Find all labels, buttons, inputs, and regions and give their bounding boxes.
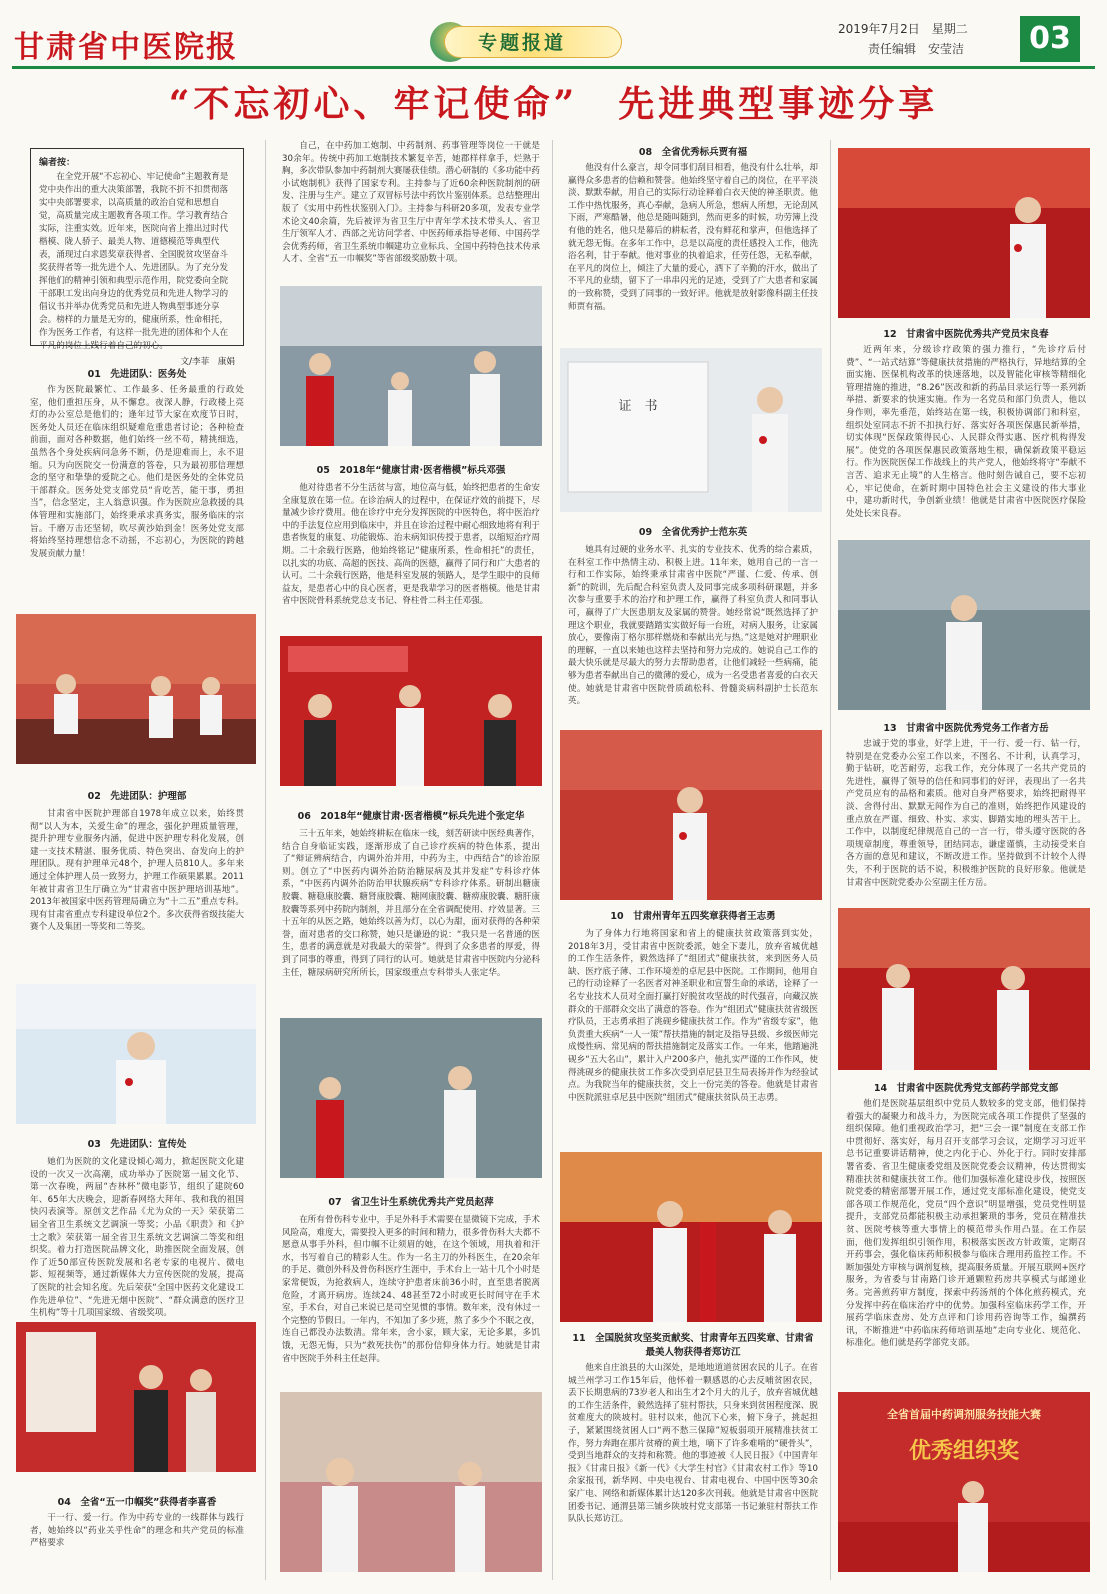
responsible-editor: 责任编辑 安莹洁 [868,42,965,56]
section-heading: 02 先进团队：护理部 [87,791,187,802]
column-divider [830,140,831,1580]
photo-medical-affairs-team [16,614,256,764]
header-rule [12,66,1095,69]
section-heading: 07 省卫生计生系统优秀共产党员赵萍 [328,1197,494,1208]
section-heading: 12 甘肃省中医院优秀共产党员宋良春 [883,329,1049,340]
section-heading: 05 2018年“健康甘肃·医者楷模”标兵邓强 [316,465,506,476]
certificate-title: 证 书 [618,399,658,414]
section-text: 甘肃省中医院护理部自1978年成立以来，始终贯彻“以人为本，关爱生命”的理念，强化护理质量管理，提升护理专业服务内涵，促进中医护理专科化发展，创建一支技术精湛、服务优质、特色突出、奋发向上的护理团队。现有护理单元48个，护理人员810人。多年来通过全体护理人员一致努力，护理工作硕果累累。2011年被甘肃省卫生厅确立为“甘肃省中医护理培训基地”。2013年被国家中医药管理局确立为“十二五”重点专科。现有甘肃省重点专科建设单位2个。多次获得省级技能大赛个人及集团一等奖和二等奖。 [30,809,244,933]
section-text: 在所有骨伤科专业中，手足外科手术需要在显微镜下完成，手术风险高，难度大，需要投入更多的时间和精力，很多骨伤科大夫都不愿意从事手外科，但巾帼不让须眉的她，在这个领域，用执着和汗水，书写着自己的精彩人生。作为一名主刀的外科医生，在20余年的手足、微创外科及骨伤科医疗生涯中，手术台上一站十几个小时是家常便饭，为抢救病人，连续守护患者床前36小时，直至患者脱离危险，才离开病房。连续24、48甚至72小时或更长时间守在手术室，手术台，对自己来说已是司空见惯的事情。数年来，没有休过一个完整的节假日。一年内，不知加了多少班，熬了多少个不眠之夜，连自己都没办法数清。常年来，舍小家，顾大家，无论多累，多饥饿，无怨无悔，只为“救死扶伤”的那份信仰身体力行。她就是甘肃省中医院手外科主任赵萍。 [282,1215,540,1364]
section-text: 近两年来，分级诊疗政策的强力推行，“先诊疗后付费”、“一站式结算”等健康扶贫措施的严格执行，异地结算的全面实施、医保机构改革的快速落地，以及智能化审核等精细化管理措施的推进，“8.26”医改和新的药品目录运行等一系列新举措、新要求的快速实施。作为一名党员和部门负责人，他以身作则，率先垂范，始终站在第一线，积极协调部门和科室，组织处室同志不折不扣执行好、落实好各项医保惠民新举措，切实体现“医保政策得民心、人民群众得实惠、医疗机构得发展”。使党的各项医保惠民政策落地生根，确保新政策平稳运行。作为医院医保工作战线上的共产党人，他始终将守“奉献不言苦、追求无止境”的人生格言。他时刻告诫自己，要不忘初心，牢记使命，在新时期中国特色社会主义建设的伟大事业中，建功新时代，争创新业绩！他就是甘肃省中医院医疗保险处处长宋良春。 [846,345,1086,519]
section-heading: 14 甘肃省中医院优秀党支部药学部党支部 [873,1083,1059,1094]
section-heading: 06 2018年“健康甘肃·医者楷模”标兵先进个张定华 [297,811,525,822]
editor-note-signature: 文/李菲 康娟 [180,357,235,367]
section-text: 她具有过硬的业务水平、扎实的专业技术、优秀的综合素质，在科室工作中热情主动、积极上进。11年来，她用自己的一言一行和工作实际，始终秉承甘肃省中医院“严谨、仁爱、传承、创新”的院训，先后配合科室负责人及同事完成多项科研课题，并多次参与重要手术的治疗和护理工作，赢得了科室负责人和同事认可，赢得了广大医患朋友及家属的赞誉。她经常说“既然选择了护理这个职业，我就要踏踏实实做好每一台班，对病人服务，让家属放心，要像南丁格尔那样燃烧和奉献出光与热。”这是她对护理职业的理解，一直以来她也这样去坚持和努力完成的。她说自己工作的最大快乐就是尽最大的努力去帮助患者，让他们减轻一些病痛，能够为患者奉献出自己的微薄的爱心，成为一名受患者喜爱的白衣天使。她就是甘肃省中医院骨质疏松科、骨髓炎病科副护士长范东英。 [568,545,818,707]
photo-song-liangchun [838,148,1090,318]
photo-pharmacy-party-branch [838,908,1090,1070]
page-headline: “不忘初心、牢记使命” 先进典型事迹分享 [168,83,939,125]
photo-zhang-dinghua [280,636,542,786]
masthead: 甘肃省中医院报 [14,30,238,65]
section-text: 三十五年来，她始终耕耘在临床一线，刻苦研读中医经典著作，结合自身临证实践，逐渐形成了自己诊疗疾病的特色体系，提出了“辩证辨病结合，内调外治并用，中药为主，中西结合”的诊治原则。创立了“中医药内调外治防治糖尿病及其并发症”专科诊疗体系，“中医药内调外治防治甲状腺疾病”专科诊疗体系。研制出糖康胶囊、糖稳康胶囊、糖肾康胶囊、糖网康胶囊、糖痹康胶囊、糖肝康胶囊等系列中药院内制剂，并且部分在全省调配使用、疗效显著。三十五年的从医之路，她始终以善为灯，以心为甜，面对获得的各种荣誉，面对患者的交口称赞，她只是谦逊的说：“我只是一名普通的医生，患者的满意就是对我最大的荣誉”。得到了众多患者的厚爱，得到了同事的尊重，得到了同行的认可。她就是甘肃省中医院内分泌科主任，糖尿病研究所所长，国家级重点专科带头人张定华。 [282,829,540,978]
section-text: 自己，在中药加工炮制、中药制剂、药事管理等岗位一干就是30余年。传统中药加工炮制技术繁复辛苦，她郡样样拿手，烂熟于胸，多次带队参加中药制剂大赛屡获佳绩。潜心研制的《多功能中药小试炮制机》获得了国家专利。主持参与了近60余种医院制剂的研发、注册与生产。建立了双冒标号法中药饮片鉴别体系。总结整理出版了《实用中药性状鉴别入门》。主持参与科研20多项，发表专业学术论文40余篇，先后被评为省卫生厅中青年学术技术带头人、省卫生厅领军人才、西部之光访问学者、中医药师承指导老师、中国药学会优秀药师，省卫生系统巾帼建功立业标兵、全国中药特色技术传承人才、全省“五一巾帼奖”等省部级奖励数十项。 [282,141,540,265]
photo-contest-award [838,1392,1090,1572]
column-divider [552,140,553,1580]
page-number: 03 [1020,16,1080,62]
editor-note-box [30,148,244,367]
award-banner: 优秀组织奖 [908,1438,1020,1464]
section-text: 干一行、爱一行。作为中药专业的一线群体与践行者，她始终以“药业关乎性命”的理念和共产党员的标准严格要求 [30,1513,244,1549]
topic-banner [430,18,630,62]
section-heading: 09 全省优秀护士范东英 [638,527,748,538]
photo-zheng-fangjiang [560,1152,822,1322]
editor-note-title: 编者按： [39,158,76,168]
contest-banner: 全省首届中药调剂服务技能大赛 [887,1408,1041,1421]
section-text: 忠诚于党的事业，好学上进，干一行、爱一行、钻一行，特别是在党委办公室工作以来，不图名、不计利，认真学习，勤于钻研，吃苦耐劳，忘我工作，充分体现了一名共产党员的先进性，赢得了领导的信任和同事们的好评，表现出了一名共产党员应有的品格和素质。他对自身严格要求，始终把耐得平淡、舍得付出、默默无闻作为自己的准则，始终把作风建设的重点放在严谨、细致、朴实、求实、脚踏实地的埋头苦干上。工作中，以制度纪律规范自己的一言一行，带头遵守医院的各项规章制度，尊重领导，团结同志，谦虚谨慎，主动接受来自各方面的意见和建议，不断改进工作。坚持做到不计较个人得失，不利于医院的话不说，积极维护医院的良好形象。他就是甘肃省中医院党委办公室副主任方岳。 [846,739,1086,888]
photo-deng-qiang [280,286,542,446]
editor-note-body: 在全党开展“不忘初心、牢记使命”主题教育是党中央作出的重大决策部署，我院不折不扣贯彻落实中央部署要求，以高质量的政治自觉和思想自觉，高质量完成主题教育各项工作。学习教育结合实际，注重实效。近年来，医院向省上推出过时代楷模、陇人骄子、最美人物、道德模范等典型代表，涌现过白求恩奖章获得者、全国脱贫攻坚奋斗奖获得者等一批先进个人、先进团队。为了充分发挥他们的精神引领和典型示范作用，院党委向全院干部职工发出向身边的优秀党员和先进人物学习的倡议书并举办优秀党员和先进人物典型事迹分享会。榜样的力量是无穷的，健康所系，性命相托，作为医务工作者，有这样一批先进的团体和个人在平凡的岗位上践行着自己的初心。 [39,172,229,351]
photo-fang-yue [838,540,1090,710]
section-heading: 01 先进团队：医务处 [87,369,187,380]
section-heading: 04 全省“五一巾帼奖”获得者李喜香 [57,1497,217,1508]
section-heading: 10 甘肃州青年五四奖章获得者王志勇 [610,911,776,922]
photo-jia-youfu [560,348,822,512]
section-heading: 11 全国脱贫攻坚奖贡献奖、甘肃青年五四奖章、甘肃省最美人物获得者郑访江 [572,1333,814,1358]
photo-publicity-department [16,1322,256,1472]
column-divider [265,140,266,1580]
photo-zhao-ping [280,1018,542,1178]
section-heading: 03 先进团队：宣传处 [87,1139,187,1150]
section-text: 为了身体力行地将国家和省上的健康扶贫政策落到实处，2018年3月，受甘肃省中医院委派，她全下妻儿，放弃省城优越的工作生活条件，毅然选择了“组团式”健康扶贫，来到医务人员缺、医疗底子薄、工作环境差的卓尼县中医院。工作期间，他用自己的行动诠释了一名医者对神圣职业和宣誓生命的承诺，诠释了一名专业技术人员对全面打赢打好脱贫攻坚战的时代强音，向藏汉族群众的干部群众交出了满意的答卷。作为“组团式”健康扶贫省级医疗队员，王志勇承担了洮砚乡健康扶贫工作。作为“省级专家”，他负责重大疾病“一人一策”帮扶措施的制定及指导县级、乡级医师完成慢性病、常见病的帮扶措施制定及落实工作。一年来，他踏遍洮砚乡“五大名山”，累计入户200多户，他扎实严谨的工作作风，使得洮砚乡的健康扶贫工作多次受到卓尼县卫生局表扬并作为经验试点。为我院当年的健康扶贫，交上一份完美的答卷。他就是甘肃省中医院派驻卓尼县中医院“组团式”健康扶贫队员王志勇。 [568,929,818,1103]
section-text: 他来自庄浪县的大山深处，是地地道道贫困农民的儿子。在省城兰州学习工作15年后，他怀着一颗感恩的心去反哺贫困农民，丢下长期患病的73岁老人和出生才2个月大的儿子，放弃省城优越的工作生活条件，毅然选择了驻村帮扶，只身来到贫困程度深、脱贫难度大的陕坡村。驻村以来，他沉下心来，俯下身子，挑起担子，紧紧围绕贫困人口“两不愁三保障”短板弱项开展精准扶贫工作，努力奔跑在那片贫瘠的黄土地，嘀下了许多难啃的“硬骨头”，受到当地群众的支持和称赞。他的事迹被《人民日报》《中国青年报》《甘肃日报》《新一代》《大学生村官》《甘肃农村工作》等10余家报刊，新华网、中央电视台、甘肃电视台、中国中医等30余家广电、网络和新媒体累计达120多次刊载。他就是甘肃省中医院团委书记、通渭县第三铺乡陕坡村党支部第一书记兼驻村帮扶工作队队长郑访江。 [568,1363,818,1525]
section-text: 他对待患者不分生活贫与富，地位高与低，始终把患者的生命安全康复放在第一位。在诊治病人的过程中，在保证疗效的前提下，尽量减少诊疗费用。他在诊疗中充分发挥医院的中医特色，将中医治疗中的手法复位应用到临床中，并且在诊治过程中耐心细致地将有利于患者恢复的康复、功能锻炼、治未病知识传授于患者，以缩短治疗周期。二十余载行医路，他始终铭记“健康所系，性命相托”的责任，以扎实的功底、高超的医技、高尚的医德，赢得了同行和广大患者的认可。二十余载行医路，他是科室发展的领路人，是学生眼中的良师益友，是患者心中的良心医者，更是我辈学习的医者楷模。他是甘肃省中医院骨科系统党总支书记、脊柱骨二科主任邓强。 [282,483,540,607]
section-text: 他们是医院基层组织中党员人数较多的党支部，他们保持着强大的凝聚力和战斗力，为医院完成各项工作提供了坚强的组织保障。他们重视政治学习，把“三会一课”制度在支部工作中贯彻好、落实好，每月召开支部学习会议，定期学习习近平总书记重要讲话精神，使之内化于心、外化于行。同时安排部署省委、省卫生健康委党组及医院党委会议精神，传达贯彻实精准扶贫和健康扶贫工作。他们加强标准化建设步伐，按照医院党委的精密部署开展工作，通过党支部标准化建设，使党支部各项工作规范化，党员“四个意识”明显增强，党员党性明显提升，支部党员都能积极主动承担繁琐的事务，党员在精准扶贫、医院考核等重大事情上的模范带头作用凸显。在工作层面，他们发挥组织引领作用，积极落实医改方针政策，定期召开药事会，强化临床药师积极参与临床合理用药监控工作。不断加强处方审核与调剂复核，提高服务质量。开展互联网+医疗服务，为省委与甘南路门诊开通颗粒药房共享模式与邮递业务。完善煎药审方制度，探索中药汤剂的个体化煎药模式，充分发挥中药在临床治疗中的优势。加强科室临床药学工作，开展药学临床查房、处方点评和门诊用药咨询等工作，编撰药讯，不断推进“中药临床药师培训基地”走向专业化、规范化、标准化。他们就是药学部党支部。 [846,1099,1086,1349]
section-text: 作为医院最繁忙、工作最多、任务最重的行政处室，他们重担压身，从不懈怠。夜深人静，行政楼上亮灯的办公室总是他们的；逢年过节大家在欢度节日时，医务处人员还在临床组织疑难危重患者讨论；各种检查前面，面对各种数据，他们始终一丝不苟，精挑细选，虽然各个身处疾病问急务不断，仍是迎难而上，永不退缩。只为向医院交一份满意的答卷，只为最初那信理想念的坚守和挚挚的爱院之心。他们是医务处的全体党员干部群众。医务处党支部党员“肯吃苦，能干事，勇担当”，信念坚定，主人翁意识强。作为医院应急救援的具体管理和实施部门，始终秉承求真务实，服务临床的宗旨。千磨万击还坚韧，吹尽黄沙始到金！医务处党支部将始终坚持理想信念不动摇，不忘初心，为医院的跨越发展贡献力量！ [30,385,244,559]
issue-date: 2019年7月2日 星期二 [838,22,968,36]
section-heading: 13 甘肃省中医院优秀党务工作者方岳 [883,723,1049,734]
topic-label: 专题报道 [478,32,567,54]
section-heading: 08 全省优秀标兵贾有福 [638,147,748,158]
photo-nursing-department [16,984,256,1124]
photo-fan-dongying [560,730,822,900]
section-text: 他没有什么豪言，却令同事们刮目相看，他没有什么壮举，却赢得众多患者的信赖和赞誉。他始终坚守着自己的岗位，在平平淡淡、默默奉献，用自己的实际行动诠释着白衣天使的神圣职责。他工作中热忱服务，真心奉献，急病人所急，想病人所想，无论刮风下雨，严寒酷暑，他总是随叫随到，然而更多的时候，功劳簿上没有他的姓名，他只是幕后的耕耘者，没有鲜花和掌声，但他选择了就无怨无悔。在多年工作中，总是以高度的责任感投入工作，他洗浴名利，甘于奉献。他对事业的执着追求，任劳任怨，无私奉献，在平凡的岗位上，倾注了大量的爱心，洒下了辛勤的汗水，做出了不平凡的业绩，留下了一串串闪光的足迹，受到了广大患者和家属的一致称赞，受到了同事的一致好评。他就是放射影像科副主任技师贾有福。 [568,163,818,312]
section-text: 她们为医院的文化建设倾心竭力，掀起医院文化建设的一次又一次高潮，成功举办了医院第一届文化节、第一次春晚，两届“杏林杯”微电影节，组织了建院60年、65年大庆晚会，迎新春网络大拜年、我和我的祖国快闪表演等。原创文艺作品《尤为众的一天》荣获第二届全省卫生系统文艺调演一等奖；小品《职责》和《护士之歌》荣获第一届全省卫生系统文艺调演二等奖和组织奖。着力打造医院品牌文化，助推医院全面发展，创作了近50部宣传医院发展和名老专家的电视片、微电影、短视频等，通过新媒体大力宣传医院的发展，提高了医院的社会知名度。先后荣获“全国中医药文化建设工作先进单位”、“先进无烟中医院”、“群众满意的医疗卫生机构”等十几项国家级、省级奖项。 [30,1157,244,1319]
photo-stage-speaker [280,1392,542,1572]
